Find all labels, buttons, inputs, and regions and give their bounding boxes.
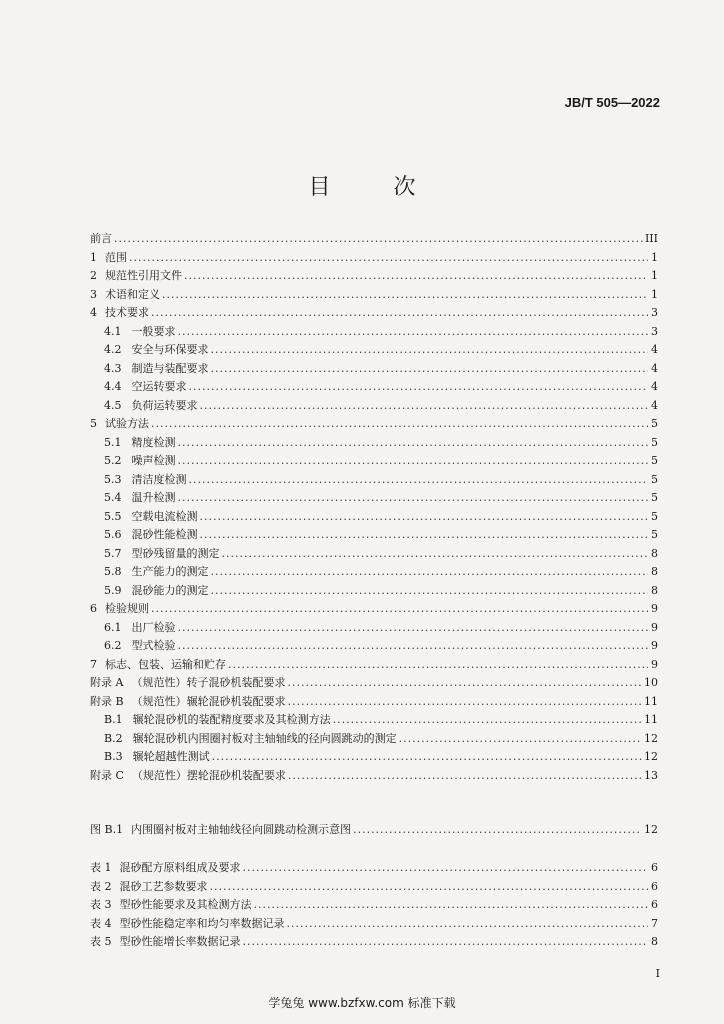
toc-entry[interactable] [90,675,658,691]
dot-leader [178,620,649,636]
toc-entry-label: 精度检测 [131,435,176,449]
toc-entry[interactable] [90,342,658,358]
toc-entry[interactable] [90,860,658,876]
toc-entry-page: 4 [651,380,658,393]
toc-entry-page: 5 [651,528,658,541]
dot-leader [178,435,649,451]
toc-entry-label: 清洁度检测 [131,472,187,486]
toc-entry-number: B.1 [104,713,123,726]
toc-entry-number: 5.5 [104,509,122,523]
toc-entry-label: 辗轮超越性测试 [132,750,210,763]
toc-entry-number: 4.1 [104,324,122,338]
dot-leader [178,324,649,340]
toc-entry-label: 一般要求 [131,324,176,338]
toc-entry[interactable] [90,749,658,765]
toc-entry[interactable] [90,546,658,562]
dot-leader [288,694,642,710]
toc-entry-page: 12 [644,750,658,763]
toc-entry-label: 技术要求 [105,306,149,319]
toc-entry[interactable] [90,231,658,247]
toc-entry-page: 9 [651,639,658,652]
toc-entry-page: 5 [651,509,658,523]
toc-entry-page: 8 [651,935,658,948]
toc-entry-label: 制造与装配要求 [131,361,209,375]
toc-entry[interactable] [90,934,658,950]
dot-leader [178,453,649,469]
toc-entry[interactable] [90,416,658,432]
toc-entry[interactable] [90,694,658,710]
toc-entry-number: 表 3 [90,898,112,911]
dot-leader [184,268,648,284]
dot-leader [211,583,649,599]
dot-leader [399,731,642,747]
dot-leader [129,250,648,266]
toc-entry-number: 6.1 [104,620,122,634]
toc-entry[interactable] [90,583,658,599]
dot-leader [211,564,649,580]
toc-entry-label: 前言 [90,232,112,245]
toc-entry-page: 4 [651,398,658,412]
toc-entry-number: 4.3 [104,361,122,375]
dot-leader [189,379,649,395]
toc-entry[interactable] [90,601,658,617]
toc-entry-number: 6.2 [104,639,122,652]
toc-entry-number: 附录 B [90,694,124,708]
dot-leader [243,860,649,876]
dot-leader [243,934,649,950]
toc-entry[interactable] [90,435,658,451]
toc-entry-label: 试验方法 [105,417,149,430]
toc-entry-number: 7 [90,657,97,671]
toc-entry-number: 5.3 [104,472,122,486]
toc-entry[interactable] [90,879,658,895]
toc-entry-label: 范围 [105,250,127,264]
toc-entry-number: 5.8 [104,565,122,578]
toc-entry-label: （规范性）转子混砂机装配要求 [131,676,286,689]
toc-entry[interactable] [90,324,658,340]
toc-entry-number: 5.4 [104,491,122,504]
toc-entry-number: B.2 [104,731,123,745]
toc-entry[interactable] [90,361,658,377]
toc-entry[interactable] [90,250,658,266]
toc-entry-page: 6 [651,861,658,874]
toc-entry-number: 2 [90,269,97,282]
toc-entry-page: 5 [651,417,658,430]
toc-entry-label: 生产能力的测定 [131,565,209,578]
dot-leader [222,546,649,562]
toc-entry-label: 空载电流检测 [131,509,198,523]
toc-entry-number: 5.7 [104,546,122,560]
standard-code: JB/T 505—2022 [564,95,660,110]
toc-entry[interactable] [90,620,658,636]
dot-leader [212,749,642,765]
toc-entry-page: 9 [651,657,658,671]
toc-entry[interactable] [90,305,658,321]
toc-entry-page: 11 [644,694,658,708]
toc-entry-page: 13 [644,768,658,782]
toc-entry-number: 5.1 [104,435,122,449]
toc-entry-number: 表 2 [90,879,112,893]
toc-entry-page: 4 [651,343,658,356]
toc-entry-number: 4.2 [104,343,122,356]
toc-entry-page: 9 [651,620,658,634]
page-number: I [655,967,660,980]
toc-entry[interactable] [90,657,658,673]
toc-entry-label: 检验规则 [105,602,149,615]
dot-leader [254,897,649,913]
toc-entry-number: 4 [90,306,97,319]
toc-entry-number: 5 [90,417,97,430]
toc-entry-number: 5.6 [104,528,122,541]
dot-leader [288,768,642,784]
toc-entry[interactable] [90,916,658,932]
toc-entry-page: 11 [644,713,658,726]
toc-entry-label: 噪声检测 [131,454,176,467]
toc-entry-number: 附录 C [90,768,124,782]
toc-entry-page: 6 [651,898,658,911]
toc-entry-label: 标志、包装、运输和贮存 [105,657,226,671]
toc-entry-number: 4.5 [104,398,122,412]
toc-entry-label: 辗轮混砂机内围圈衬板对主轴轴线的径向圆跳动的测定 [132,731,397,745]
toc-entry-number: 表 4 [90,916,112,930]
toc-entry-page: 10 [644,676,658,689]
toc-entry-label: 出厂检验 [131,620,176,634]
toc-entry-number: 1 [90,250,97,264]
toc-entry[interactable] [90,472,658,488]
dot-leader [151,601,648,617]
dot-leader [211,342,649,358]
toc-entry-label: 混砂配方原料组成及要求 [119,861,241,874]
toc-entry-number: 5.2 [104,454,122,467]
toc-entry-page: 8 [651,583,658,597]
dot-leader [114,231,643,247]
toc-entry-number: 4.4 [104,380,122,393]
dot-leader [200,398,649,414]
toc-entry-number: 5.9 [104,583,122,597]
toc-entry-page: 1 [651,287,658,301]
toc-entry[interactable] [90,490,658,506]
toc-entry-label: 混砂性能检测 [131,528,198,541]
toc-entry-page: 5 [651,472,658,486]
toc-entry-number: 表 1 [90,861,112,874]
toc-entry-label: 空运转要求 [131,380,187,393]
dot-leader [200,527,649,543]
toc-entry-label: 型砂性能要求及其检测方法 [119,898,252,911]
toc-entry-label: （规范性）摆轮混砂机装配要求 [131,768,286,782]
toc-entry-label: 混砂工艺参数要求 [119,879,208,893]
dot-leader [211,361,649,377]
toc-entry-label: 温升检测 [131,491,176,504]
toc-entry[interactable] [90,453,658,469]
dot-leader [200,509,649,525]
toc-entry-page: 5 [651,435,658,449]
dot-leader [178,490,649,506]
toc-entry-page: 12 [644,823,658,836]
toc-entry[interactable] [90,268,658,284]
toc-entry[interactable] [90,398,658,414]
toc-entry-label: 型砂残留量的测定 [131,546,220,560]
toc-entry-number: 3 [90,287,97,301]
page-title: 目 次 [308,175,444,200]
toc-entry-label: 负荷运转要求 [131,398,198,412]
dot-leader [333,712,642,728]
dot-leader [353,822,642,838]
toc-entry-label: 辗轮混砂机的装配精度要求及其检测方法 [132,713,331,726]
toc-entry[interactable] [90,287,658,303]
dot-leader [151,305,648,321]
toc-entry[interactable] [90,712,658,728]
toc-entry[interactable] [90,527,658,543]
toc-entry[interactable] [90,822,658,838]
toc-entry-label: 型砂性能增长率数据记录 [119,935,241,948]
toc-entry-page: 5 [651,454,658,467]
toc-entry-number: 附录 A [90,676,124,689]
dot-leader [228,657,648,673]
dot-leader [151,416,648,432]
toc-entry-number: 表 5 [90,935,112,948]
toc-entry-page: 4 [651,361,658,375]
toc-entry[interactable] [90,509,658,525]
toc-entry-label: 安全与环保要求 [131,343,209,356]
toc-entry-label: 混砂能力的测定 [131,583,209,597]
toc-entry-label: 型式检验 [131,639,176,652]
toc-entry-number: B.3 [104,750,123,763]
toc-entry[interactable] [90,768,658,784]
toc-entry-page: 5 [651,491,658,504]
toc-entry-number: 6 [90,602,97,615]
toc-entry[interactable] [90,731,658,747]
toc-entry[interactable] [90,564,658,580]
toc-entry-page: 8 [651,546,658,560]
toc-entry-page: 12 [644,731,658,745]
dot-leader [210,879,649,895]
toc-entry[interactable] [90,638,658,654]
toc-entry-page: 6 [651,879,658,893]
dot-leader [178,638,649,654]
toc-entry[interactable] [90,897,658,913]
toc-entry-page: III [644,232,658,245]
toc-entry-page: 3 [651,306,658,319]
toc-entry[interactable] [90,379,658,395]
dot-leader [287,916,649,932]
toc-entry-number: 图 B.1 [90,823,124,836]
footer-watermark: 学兔兔 www.bzfxw.com 标准下载 [268,996,456,1010]
dot-leader [287,675,642,691]
toc-entry-label: 型砂性能稳定率和均匀率数据记录 [119,916,285,930]
toc-entry-label: （规范性）辗轮混砂机装配要求 [131,694,286,708]
dot-leader [189,472,649,488]
toc-entry-page: 1 [651,250,658,264]
toc-entry-page: 8 [651,565,658,578]
dot-leader [162,287,648,303]
toc-entry-label: 内围圈衬板对主轴轴线径向圆跳动检测示意图 [131,823,352,836]
toc-entry-label: 规范性引用文件 [105,269,182,282]
toc-entry-page: 1 [651,269,658,282]
toc-entry-page: 9 [651,602,658,615]
toc-entry-page: 3 [651,324,658,338]
toc-entry-page: 7 [651,916,658,930]
toc-entry-label: 术语和定义 [105,287,160,301]
